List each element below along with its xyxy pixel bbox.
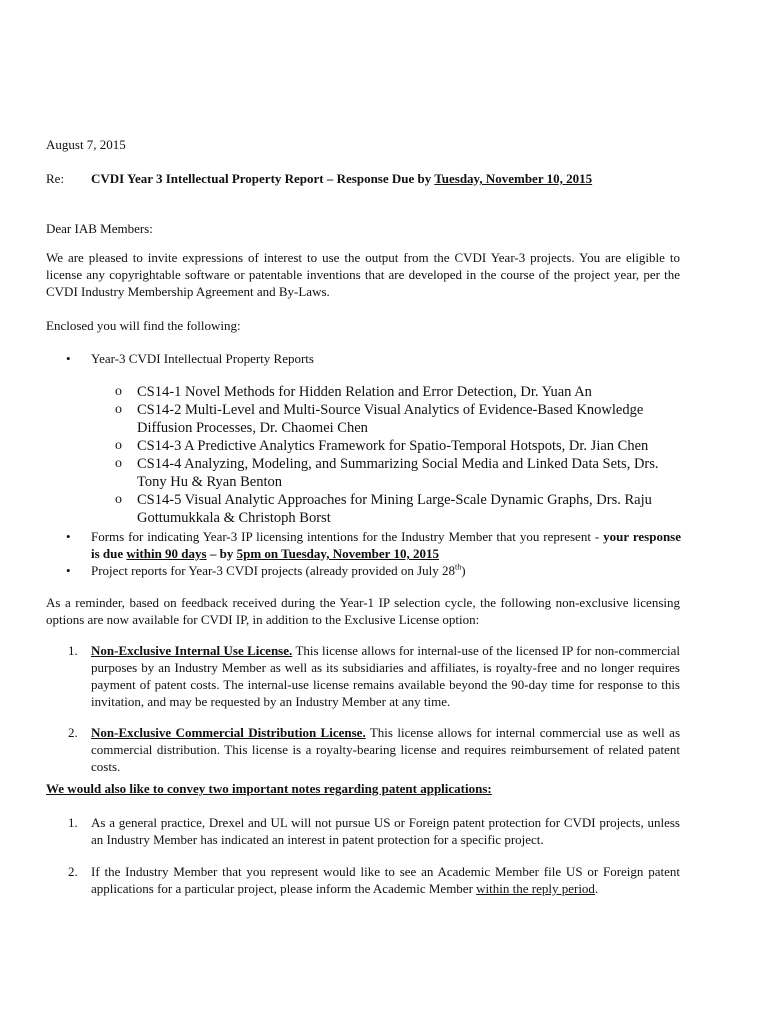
sub-bullet-marker: o: [115, 492, 122, 507]
forms-deadline-days: within 90 days: [126, 546, 207, 561]
project-item: CS14-5 Visual Analytic Approaches for Mining Large-Scale Dynamic Graphs, Drs. Raju Gottumukkala & Christoph Borst: [137, 492, 652, 526]
forms-text: Forms for indicating Year-3 IP licensing intentions for the Industry Member that you represent -: [91, 529, 604, 544]
reminder-paragraph: As a reminder, based on feedback received during the Year-1 IP selection cycle, the following non-exclusive licensing options are now available for CVDI IP, in addition to the Exclusive License option:: [46, 595, 680, 627]
reply-period-text: within the reply period: [476, 881, 595, 896]
bullet-forms: [91, 528, 681, 562]
license-body: This license allows for internal commercial use as well as commercial distribution. This license is a royalty-bearing license and requires reimbursement of related patent costs.: [91, 725, 681, 774]
patent-note-end: .: [594, 881, 599, 896]
sub-bullet-marker: o: [115, 456, 122, 471]
bullet-project-reports: [91, 562, 466, 579]
project-item: CS14-2 Multi-Level and Multi-Source Visual Analytics of Evidence-Based Knowledge Diffusion Processes, Dr. Chaomei Chen: [137, 402, 644, 436]
re-label: Re:: [46, 171, 65, 186]
re-subject-text: CVDI Year 3 Intellectual Property Report – Response Due by: [91, 171, 435, 186]
enclosed-heading: Enclosed you will find the following:: [46, 318, 241, 333]
patent-note-number: 1.: [68, 815, 78, 830]
bullet-dot: •: [66, 351, 71, 366]
project-item: CS14-1 Novel Methods for Hidden Relation and Error Detection, Dr. Yuan An: [137, 384, 592, 400]
project-reports-text: Project reports for Year-3 CVDI projects (already provided on July 28: [91, 563, 456, 578]
patent-heading: We would also like to convey two important notes regarding patent applications:: [46, 781, 492, 796]
re-due-date: Tuesday, November 10, 2015: [434, 171, 593, 186]
forms-bold-text: – by: [206, 546, 237, 561]
letter-date: August 7, 2015: [46, 137, 126, 152]
salutation: Dear IAB Members:: [46, 221, 153, 236]
sub-bullet-marker: o: [115, 438, 122, 453]
forms-deadline-date: 5pm on Tuesday, November 10, 2015: [236, 546, 439, 561]
license-option-number: 2.: [68, 725, 78, 740]
project-item: CS14-3 A Predictive Analytics Framework for Spatio-Temporal Hotspots, Dr. Jian Chen: [137, 438, 649, 454]
license-title: Non-Exclusive Internal Use License.: [91, 643, 293, 658]
license-option-internal: [91, 642, 680, 710]
patent-note-text: If the Industry Member that you represent would like to see an Academic Member file US or Foreign patent applications for a particular project, please inform the Academic Member: [91, 864, 680, 896]
intro-paragraph: We are pleased to invite expressions of interest to use the output from the CVDI Year-3 projects. You are eligible to license any copyrightable software or patentable inventions that are developed in the course of the project year, per the CVDI Industry Membership Agreement and By-Laws.: [46, 250, 680, 299]
license-option-commercial: [91, 724, 680, 775]
bullet-ip-reports: Year-3 CVDI Intellectual Property Reports: [91, 351, 314, 366]
project-reports-sup: th: [455, 562, 462, 572]
patent-note-number: 2.: [68, 864, 78, 879]
sub-bullet-marker: o: [115, 402, 122, 417]
license-option-number: 1.: [68, 643, 78, 658]
project-item: CS14-4 Analyzing, Modeling, and Summarizing Social Media and Linked Data Sets, Drs. Tony Hu & Ryan Benton: [137, 456, 659, 490]
bullet-dot: •: [66, 563, 71, 578]
license-body: This license allows for internal-use of the licensed IP for non-commercial purposes by an Industry Member as well as its subsidiaries and affiliates, is royalty-free and no longer requires payment of patent costs. The internal-use license remains available beyond the 90-day time for response to this invitation, and may be requested by an Industry Member at any time.: [91, 643, 680, 709]
license-title: Non-Exclusive Commercial Distribution License.: [91, 725, 366, 740]
project-reports-end: ): [461, 563, 466, 578]
bullet-dot: •: [66, 529, 71, 544]
forms-bold-text: your response is due: [91, 529, 681, 561]
sub-bullet-marker: o: [115, 384, 122, 399]
patent-note: As a general practice, Drexel and UL will not pursue US or Foreign patent protection for CVDI projects, unless an Industry Member has indicated an interest in patent protection for a specific project.: [91, 815, 680, 847]
re-subject: [91, 170, 691, 187]
patent-note: [91, 863, 680, 897]
